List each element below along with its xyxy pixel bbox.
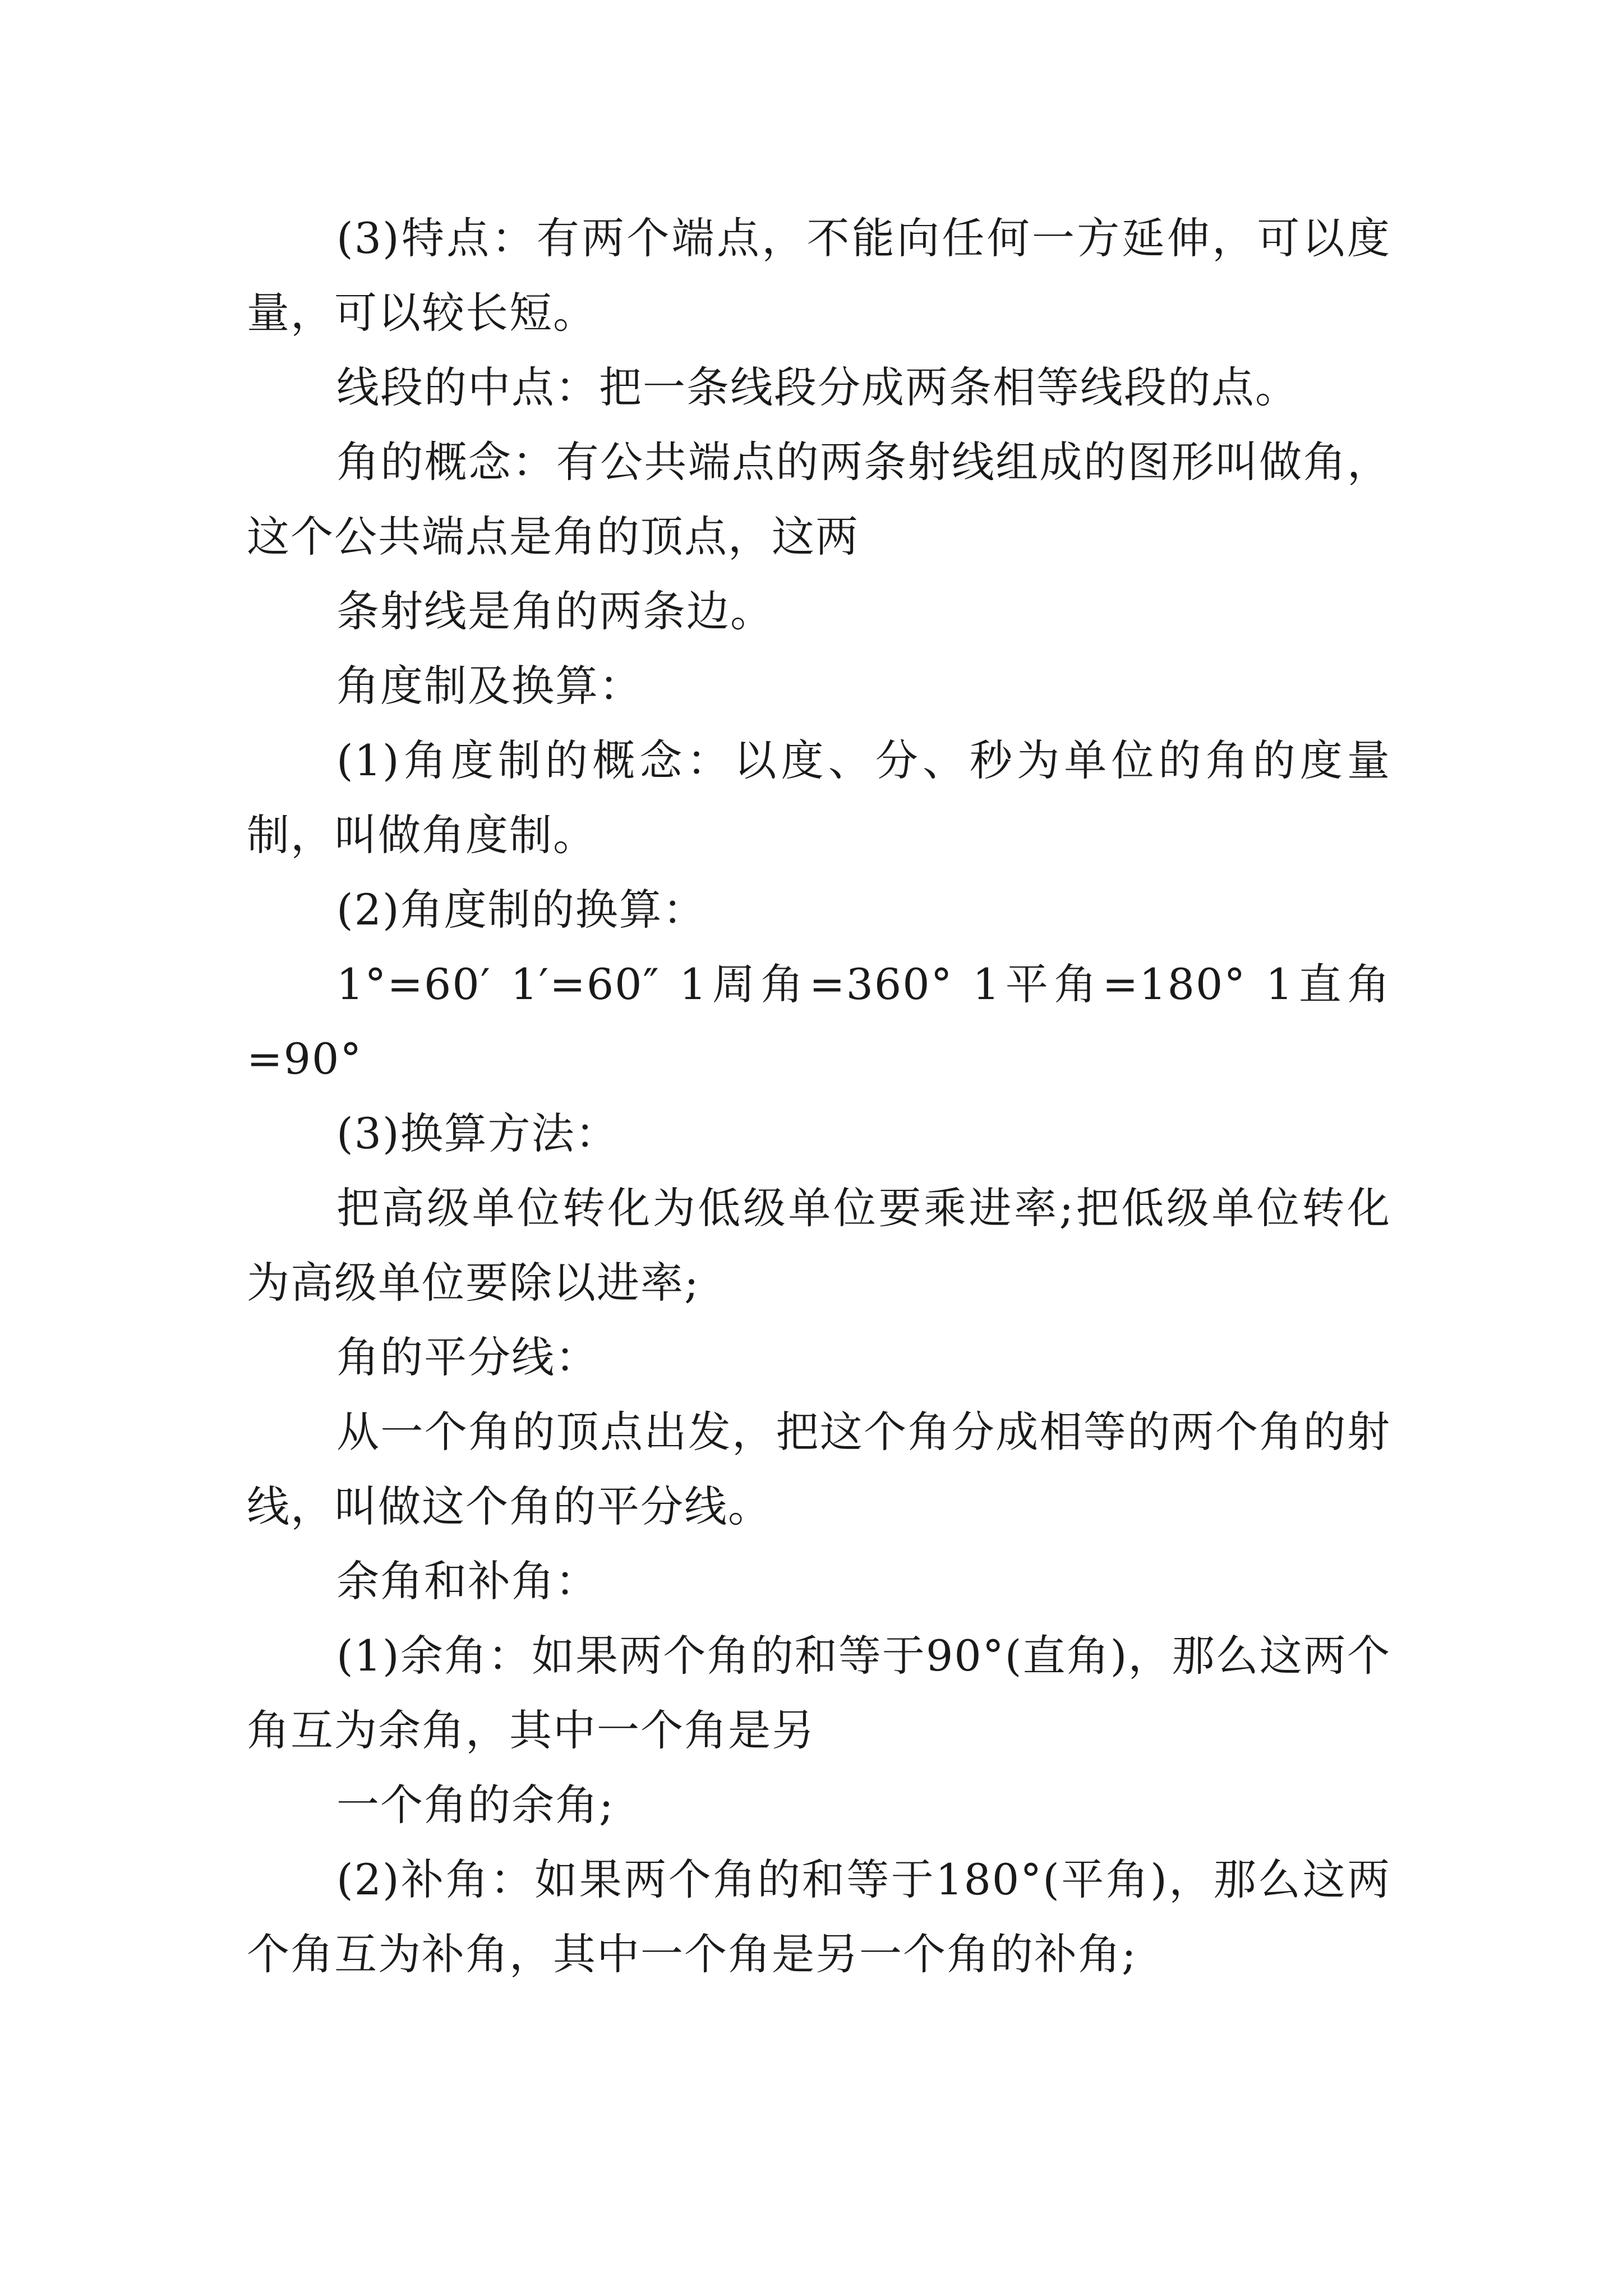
paragraph-angle-concept: 角的概念：有公共端点的两条射线组成的图形叫做角，这个公共端点是角的顶点，这两 (247, 437, 1391, 562)
heading-angle-bisector: 角的平分线： (336, 1332, 599, 1382)
paragraph-segment-midpoint: 线段的中点：把一条线段分成两条相等线段的点。 (336, 362, 1299, 412)
paragraph-angle-concept-cont: 条射线是角的两条边。 (336, 586, 774, 636)
paragraph-complementary-cont: 一个角的余角; (336, 1780, 615, 1830)
paragraph-supplementary: (2)补角：如果两个角的和等于180°(平角)，那么这两个角互为补角，其中一个角是另一个角的补角; (247, 1855, 1391, 1979)
paragraph-conversion-method: 把高级单位转化为低级单位要乘进率;把低级单位转化为高级单位要除以进率; (247, 1183, 1391, 1308)
paragraph-angle-system-concept: (1)角度制的概念：以度、分、秒为单位的角的度量制，叫做角度制。 (247, 735, 1391, 860)
heading-angle-system: 角度制及换算： (336, 661, 643, 711)
paragraph-complementary: (1)余角：如果两个角的和等于90°(直角)，那么这两个角互为余角，其中一个角是另 (247, 1631, 1391, 1755)
heading-angle-conversion: (2)角度制的换算： (336, 885, 707, 935)
paragraph-segment-features: (3)特点：有两个端点，不能向任何一方延伸，可以度量，可以较长短。 (247, 213, 1391, 338)
heading-conversion-method: (3)换算方法： (336, 1108, 619, 1158)
paragraph-conversion-formulas: 1°=60′ 1′=60″ 1周角=360° 1平角=180° 1直角=90° (247, 959, 1391, 1084)
heading-complementary-supplementary: 余角和补角： (336, 1556, 599, 1606)
document-body (247, 201, 1391, 1991)
paragraph-angle-bisector: 从一个角的顶点出发，把这个角分成相等的两个角的射线，叫做这个角的平分线。 (247, 1407, 1391, 1531)
